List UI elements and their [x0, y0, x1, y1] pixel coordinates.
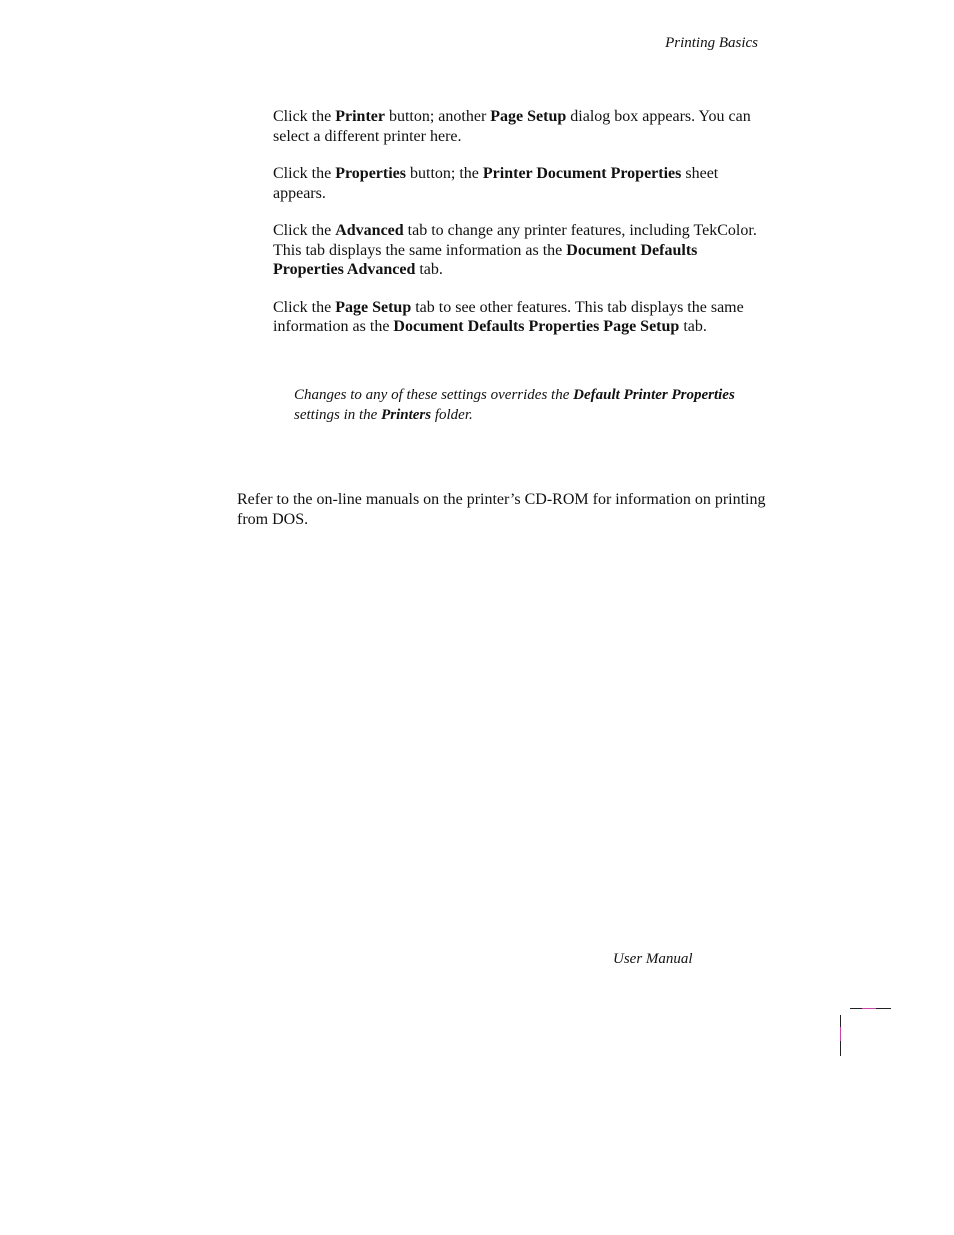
step-printer-button [273, 107, 763, 146]
procedure-steps [273, 107, 763, 355]
crop-mark-vertical-accent [840, 1027, 841, 1041]
step-text: Click the [273, 222, 336, 239]
step-text: button; the [406, 165, 483, 182]
dos-printing-paragraph: Refer to the on-line manuals on the printer’s CD-ROM for information on printing from DOS. [237, 491, 766, 528]
note-bold-term: Default Printer Properties [573, 387, 735, 403]
step-text: button; another [384, 108, 491, 125]
note-bold-term: Printers [381, 406, 432, 423]
note-text: folder. [431, 406, 473, 423]
crop-mark-horizontal-accent [862, 1008, 876, 1009]
note-text: settings in the [294, 406, 382, 423]
step-text: tab to change any printer features, including TekColor. This tab displays the same information as the [273, 222, 757, 259]
step-bold-term: Properties [335, 165, 407, 182]
settings-note [294, 386, 744, 425]
step-page-setup-tab [273, 298, 763, 337]
step-text: dialog box appears. You can select a different printer here. [273, 108, 751, 145]
step-bold-term: Advanced [335, 222, 404, 239]
step-bold-term: Printer Document Properties [482, 165, 682, 182]
step-text: tab. [415, 261, 443, 278]
step-bold-term: Document Defaults Properties Advanced [273, 241, 698, 278]
footer-title: User Manual [613, 951, 693, 967]
step-text: tab. [679, 318, 707, 335]
step-bold-term: Page Setup [335, 298, 412, 316]
note-text: Changes to any of these settings overrides the [294, 387, 574, 403]
step-text: tab to see other features. This tab displays the same information as the [273, 298, 744, 335]
step-bold-term: Document Defaults Properties Page Setup [393, 318, 680, 335]
running-head: Printing Basics [665, 35, 758, 51]
step-advanced-tab [273, 221, 763, 280]
step-text: Click the [273, 108, 336, 125]
step-properties-button [273, 164, 763, 203]
step-text: sheet appears. [273, 165, 719, 202]
step-bold-term: Page Setup [490, 108, 567, 125]
step-text: Click the [273, 165, 336, 182]
step-text: Click the [273, 298, 336, 316]
step-bold-term: Printer [335, 108, 385, 125]
